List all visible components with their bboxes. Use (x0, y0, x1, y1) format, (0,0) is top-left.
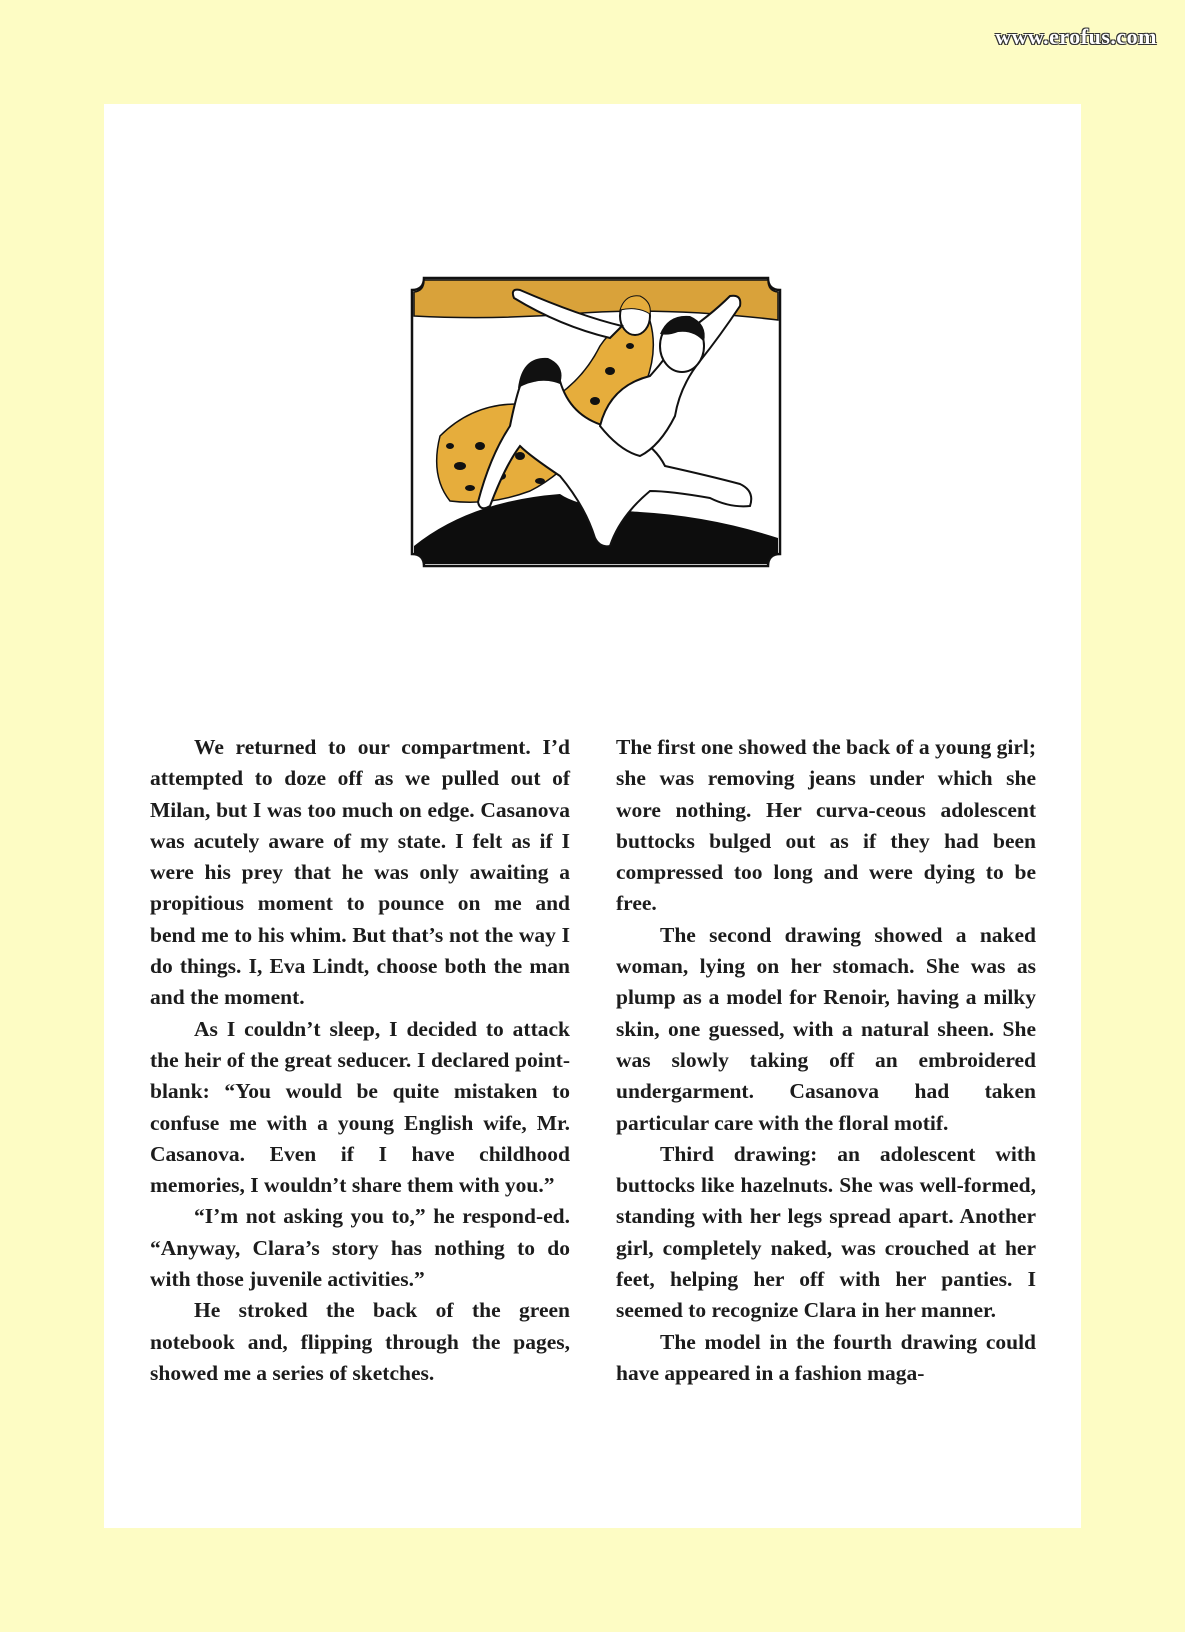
paragraph: The model in the fourth drawing could have appeared in a fashion maga- (616, 1329, 1036, 1385)
book-page (104, 104, 1081, 1528)
text-column-right (616, 732, 1036, 1389)
paragraph: He stroked the back of the green notebook and, flipping through the pages, showed me a series of sketches. (150, 1298, 570, 1385)
text-column-left (150, 732, 570, 1389)
vintage-illustration-framed-icon (410, 276, 782, 568)
site-watermark: www.erofus.com (995, 24, 1157, 49)
paragraph: Third drawing: an adolescent with buttocks like hazelnuts. She was well-formed, standing with her legs spread apart. Another girl, completely naked, was crouched at her feet, helping her off with her panties. I seemed to recognize Clara in her manner. (616, 1141, 1036, 1323)
paragraph: “I’m not asking you to,” he respond-ed. “Anyway, Clara’s story has nothing to do with those juvenile activities.” (150, 1204, 570, 1292)
paragraph: The second drawing showed a naked woman, lying on her stomach. She was as plump as a model for Renoir, having a milky skin, one guessed, with a natural sheen. She was slowly taking off an embroidered undergarment. Casanova had taken particular care with the floral motif. (616, 922, 1036, 1135)
paragraph: As I couldn’t sleep, I decided to attack the heir of the great seducer. I declared point-blank: “You would be quite mistaken to confuse me with a young English wife, Mr. Casanova. Even if I have childhood memories, I wouldn’t share them with you.” (150, 1016, 570, 1198)
paragraph: We returned to our compartment. I’d attempted to doze off as we pulled out of Milan, but I was too much on edge. Casanova was acutely aware of my state. I felt as if I were his prey that he was only awaiting a propitious moment to pounce on me and bend me to his whim. But that’s not the way I do things. I, Eva Lindt, choose both the man and the moment. (150, 735, 570, 1010)
paragraph-continuation: The first one showed the back of a young girl; she was removing jeans under which she wore nothing. Her curva-ceous adolescent buttocks bulged out as if they had been compressed too long and were dying to be free. (616, 735, 1036, 916)
